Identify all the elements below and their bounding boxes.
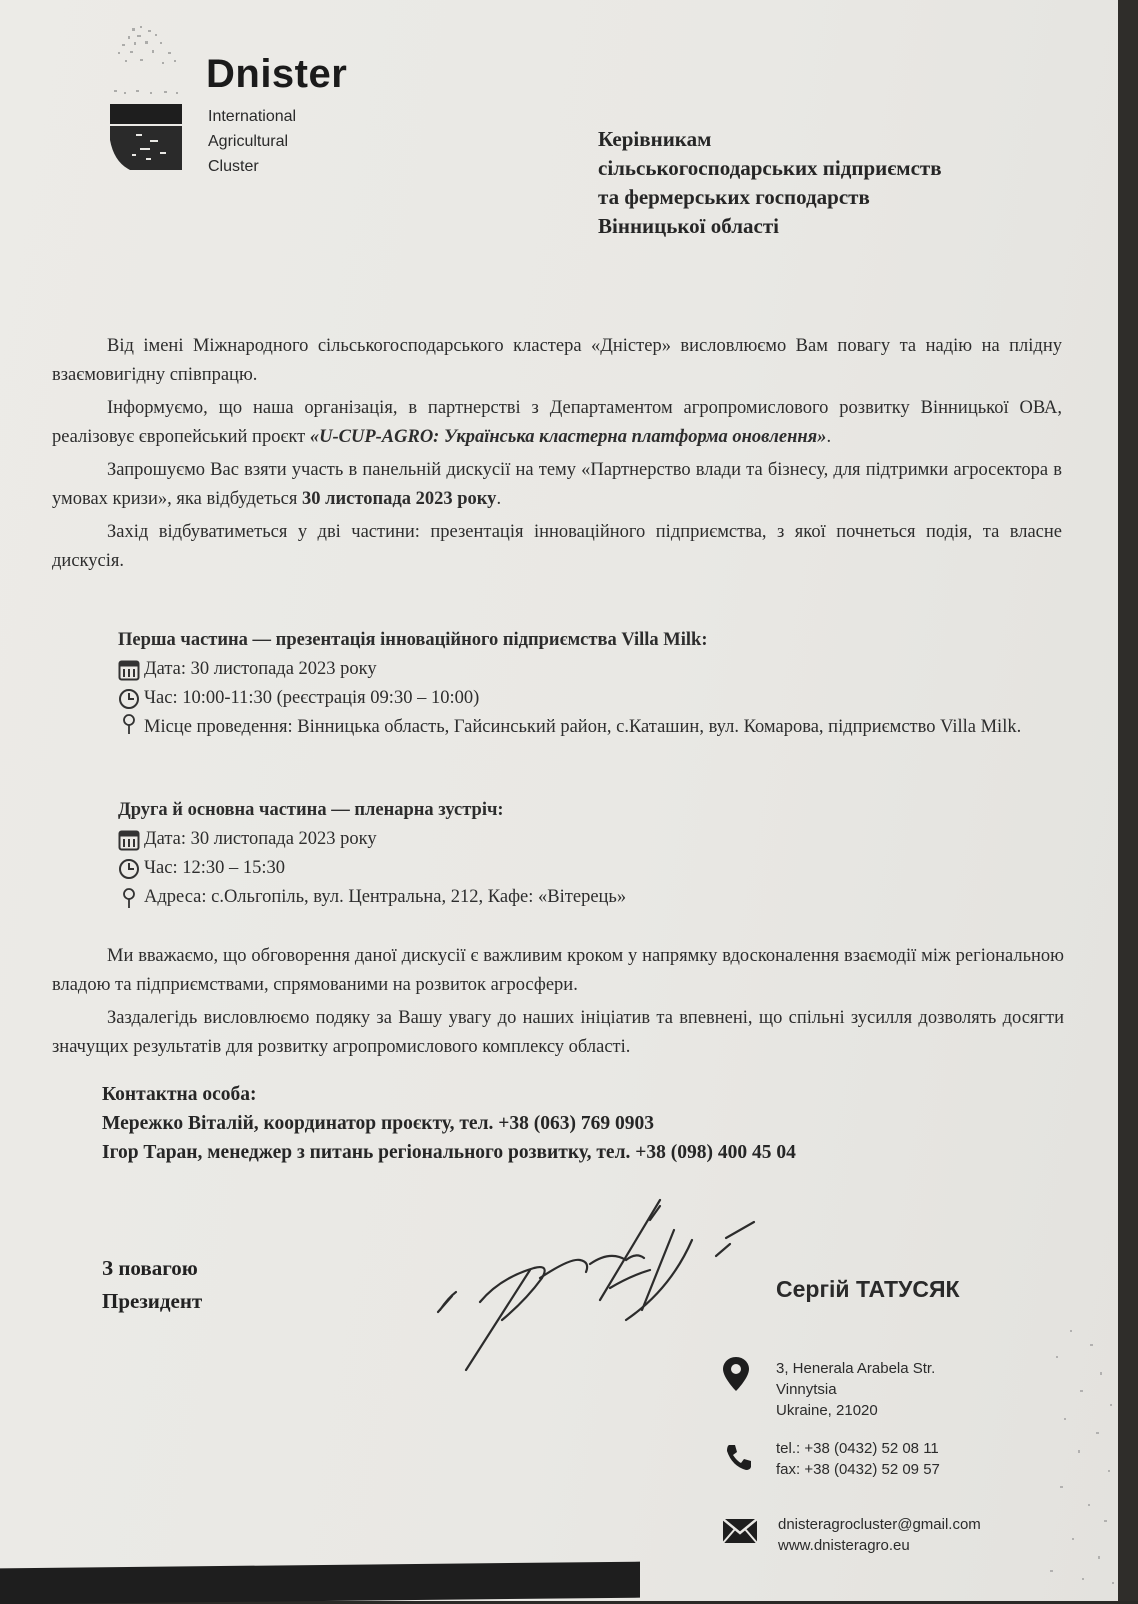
part-two-date-text: Дата: 30 листопада 2023 року xyxy=(144,829,377,849)
logo-name: Dnister xyxy=(206,52,348,96)
map-marker-icon xyxy=(722,1356,750,1392)
regards-text: З повагою xyxy=(102,1256,198,1280)
scan-edge-right xyxy=(1118,0,1138,1601)
location-pin-icon xyxy=(118,713,140,735)
invitation-text: Запрошуємо Вас взяти участь в панельній дискусії на тему «Партнерство влади та бізнесу, для підтримки агросектора в умовах кризи», яка відбудеться xyxy=(52,460,1062,509)
part-two-date xyxy=(52,825,1062,854)
position-text: Президент xyxy=(102,1289,203,1313)
footer-website[interactable]: www.dnisteragro.eu xyxy=(778,1537,910,1554)
project-name: «U-CUP-AGRO: Українська кластерна платформа оновлення» xyxy=(309,427,827,447)
part-two-time-text: Час: 12:30 – 15:30 xyxy=(144,858,285,878)
addressee-line: Вінницької області xyxy=(598,214,779,238)
footer-online xyxy=(778,1514,981,1556)
letter-body xyxy=(52,332,1062,576)
invitation-end: . xyxy=(496,489,502,509)
part-one-section xyxy=(52,626,1062,742)
closing-paragraph: Ми вважаємо, що обговорення даної дискусії є важливим кроком у напрямку вдосконалення взаємодії між регіональною владою та підприємствами, спрямованими на розвиток агросфери. xyxy=(52,946,1064,995)
body-paragraph-project xyxy=(52,394,1062,452)
footer-phones xyxy=(776,1438,940,1480)
part-two-section xyxy=(52,796,1062,912)
part-one-place-text: Місце проведення: Вінницька область, Гайсинський район, с.Каташин, вул. Комарова, підприємство Villa Milk. xyxy=(144,717,1022,737)
addressee-line: та фермерських господарств xyxy=(598,185,870,209)
footer-address-line: 3, Henerala Arabela Str. xyxy=(776,1360,936,1377)
body-paragraph-invitation xyxy=(52,456,1062,514)
print-noise xyxy=(960,1320,1118,1590)
part-one-date xyxy=(52,655,1062,684)
logo-sub-line: Cluster xyxy=(208,158,259,175)
project-intro-text: Інформуємо, що наша організація, в партнерстві з Департаментом агропромислового розвитку Вінницької ОВА, реалізовує європейський проєкт xyxy=(52,398,1062,447)
addressee-line: Керівникам xyxy=(598,127,712,151)
footer-address-line: Ukraine, 21020 xyxy=(776,1402,878,1419)
contact-person: Ігор Таран, менеджер з питань регіонального розвитку, тел. +38 (098) 400 45 04 xyxy=(102,1142,796,1163)
event-date: 30 листопада 2023 року xyxy=(302,489,497,509)
addressee-block xyxy=(598,125,942,241)
footer-address-line: Vinnytsia xyxy=(776,1381,837,1398)
calendar-icon xyxy=(118,659,140,681)
part-two-title: Друга й основна частина — пленарна зустріч: xyxy=(118,800,504,820)
footer-phone: tel.: +38 (0432) 52 08 11 xyxy=(776,1440,939,1457)
phone-icon xyxy=(724,1442,754,1472)
body-paragraph-greeting: Від імені Міжнародного сільськогосподарського кластера «Дністер» висловлюємо Вам повагу та надію на плідну взаємовигідну співпрацю. xyxy=(52,336,1062,385)
envelope-icon xyxy=(722,1518,758,1544)
part-two-time xyxy=(52,854,1062,883)
part-two-address-text: Адреса: с.Ольгопіль, вул. Центральна, 212, Кафе: «Вітерець» xyxy=(144,887,627,907)
contact-persons xyxy=(102,1080,796,1167)
part-one-place xyxy=(52,713,1062,742)
location-pin-icon xyxy=(118,887,140,909)
handwritten-signature xyxy=(430,1160,770,1390)
part-one-date-text: Дата: 30 листопада 2023 року xyxy=(144,659,377,679)
part-one-title: Перша частина — презентація інноваційного підприємства Villa Milk: xyxy=(118,630,708,650)
closing-paragraph: Заздалегідь висловлюємо подяку за Вашу увагу до наших ініціатив та впевнені, що спільні зусилля дозволять досягти значущих результатів для розвитку агропромислового комплексу області. xyxy=(52,1008,1064,1057)
addressee-line: сільськогосподарських підприємств xyxy=(598,156,942,180)
part-one-time-text: Час: 10:00-11:30 (реєстрація 09:30 – 10:00) xyxy=(144,688,480,708)
logo-sub-line: International xyxy=(208,108,297,125)
body-paragraph-format: Захід відбуватиметься у дві частини: презентація інноваційного підприємства, з якої почнеться подія, та власне дискусія. xyxy=(52,522,1062,571)
contact-person: Мережко Віталій, координатор проєкту, тел. +38 (063) 769 0903 xyxy=(102,1113,654,1134)
cluster-logo-mark-icon xyxy=(110,22,185,172)
scan-edge-bottom xyxy=(0,1562,640,1604)
part-two-address xyxy=(52,883,1062,912)
closing-text xyxy=(52,942,1064,1062)
calendar-icon xyxy=(118,829,140,851)
logo-sub-line: Agricultural xyxy=(208,133,289,150)
signoff-block xyxy=(102,1252,202,1318)
clock-icon xyxy=(118,688,140,710)
logo-subtitle xyxy=(208,104,296,179)
footer-email[interactable]: dnisteragrocluster@gmail.com xyxy=(778,1516,981,1533)
contact-label: Контактна особа: xyxy=(102,1084,257,1105)
dnister-logo xyxy=(110,22,390,175)
footer-fax: fax: +38 (0432) 52 09 57 xyxy=(776,1461,940,1478)
project-end: . xyxy=(826,427,832,447)
part-one-time xyxy=(52,684,1062,713)
clock-icon xyxy=(118,858,140,880)
signer-name: Сергій ТАТУСЯК xyxy=(776,1276,960,1302)
footer-address xyxy=(776,1358,935,1421)
